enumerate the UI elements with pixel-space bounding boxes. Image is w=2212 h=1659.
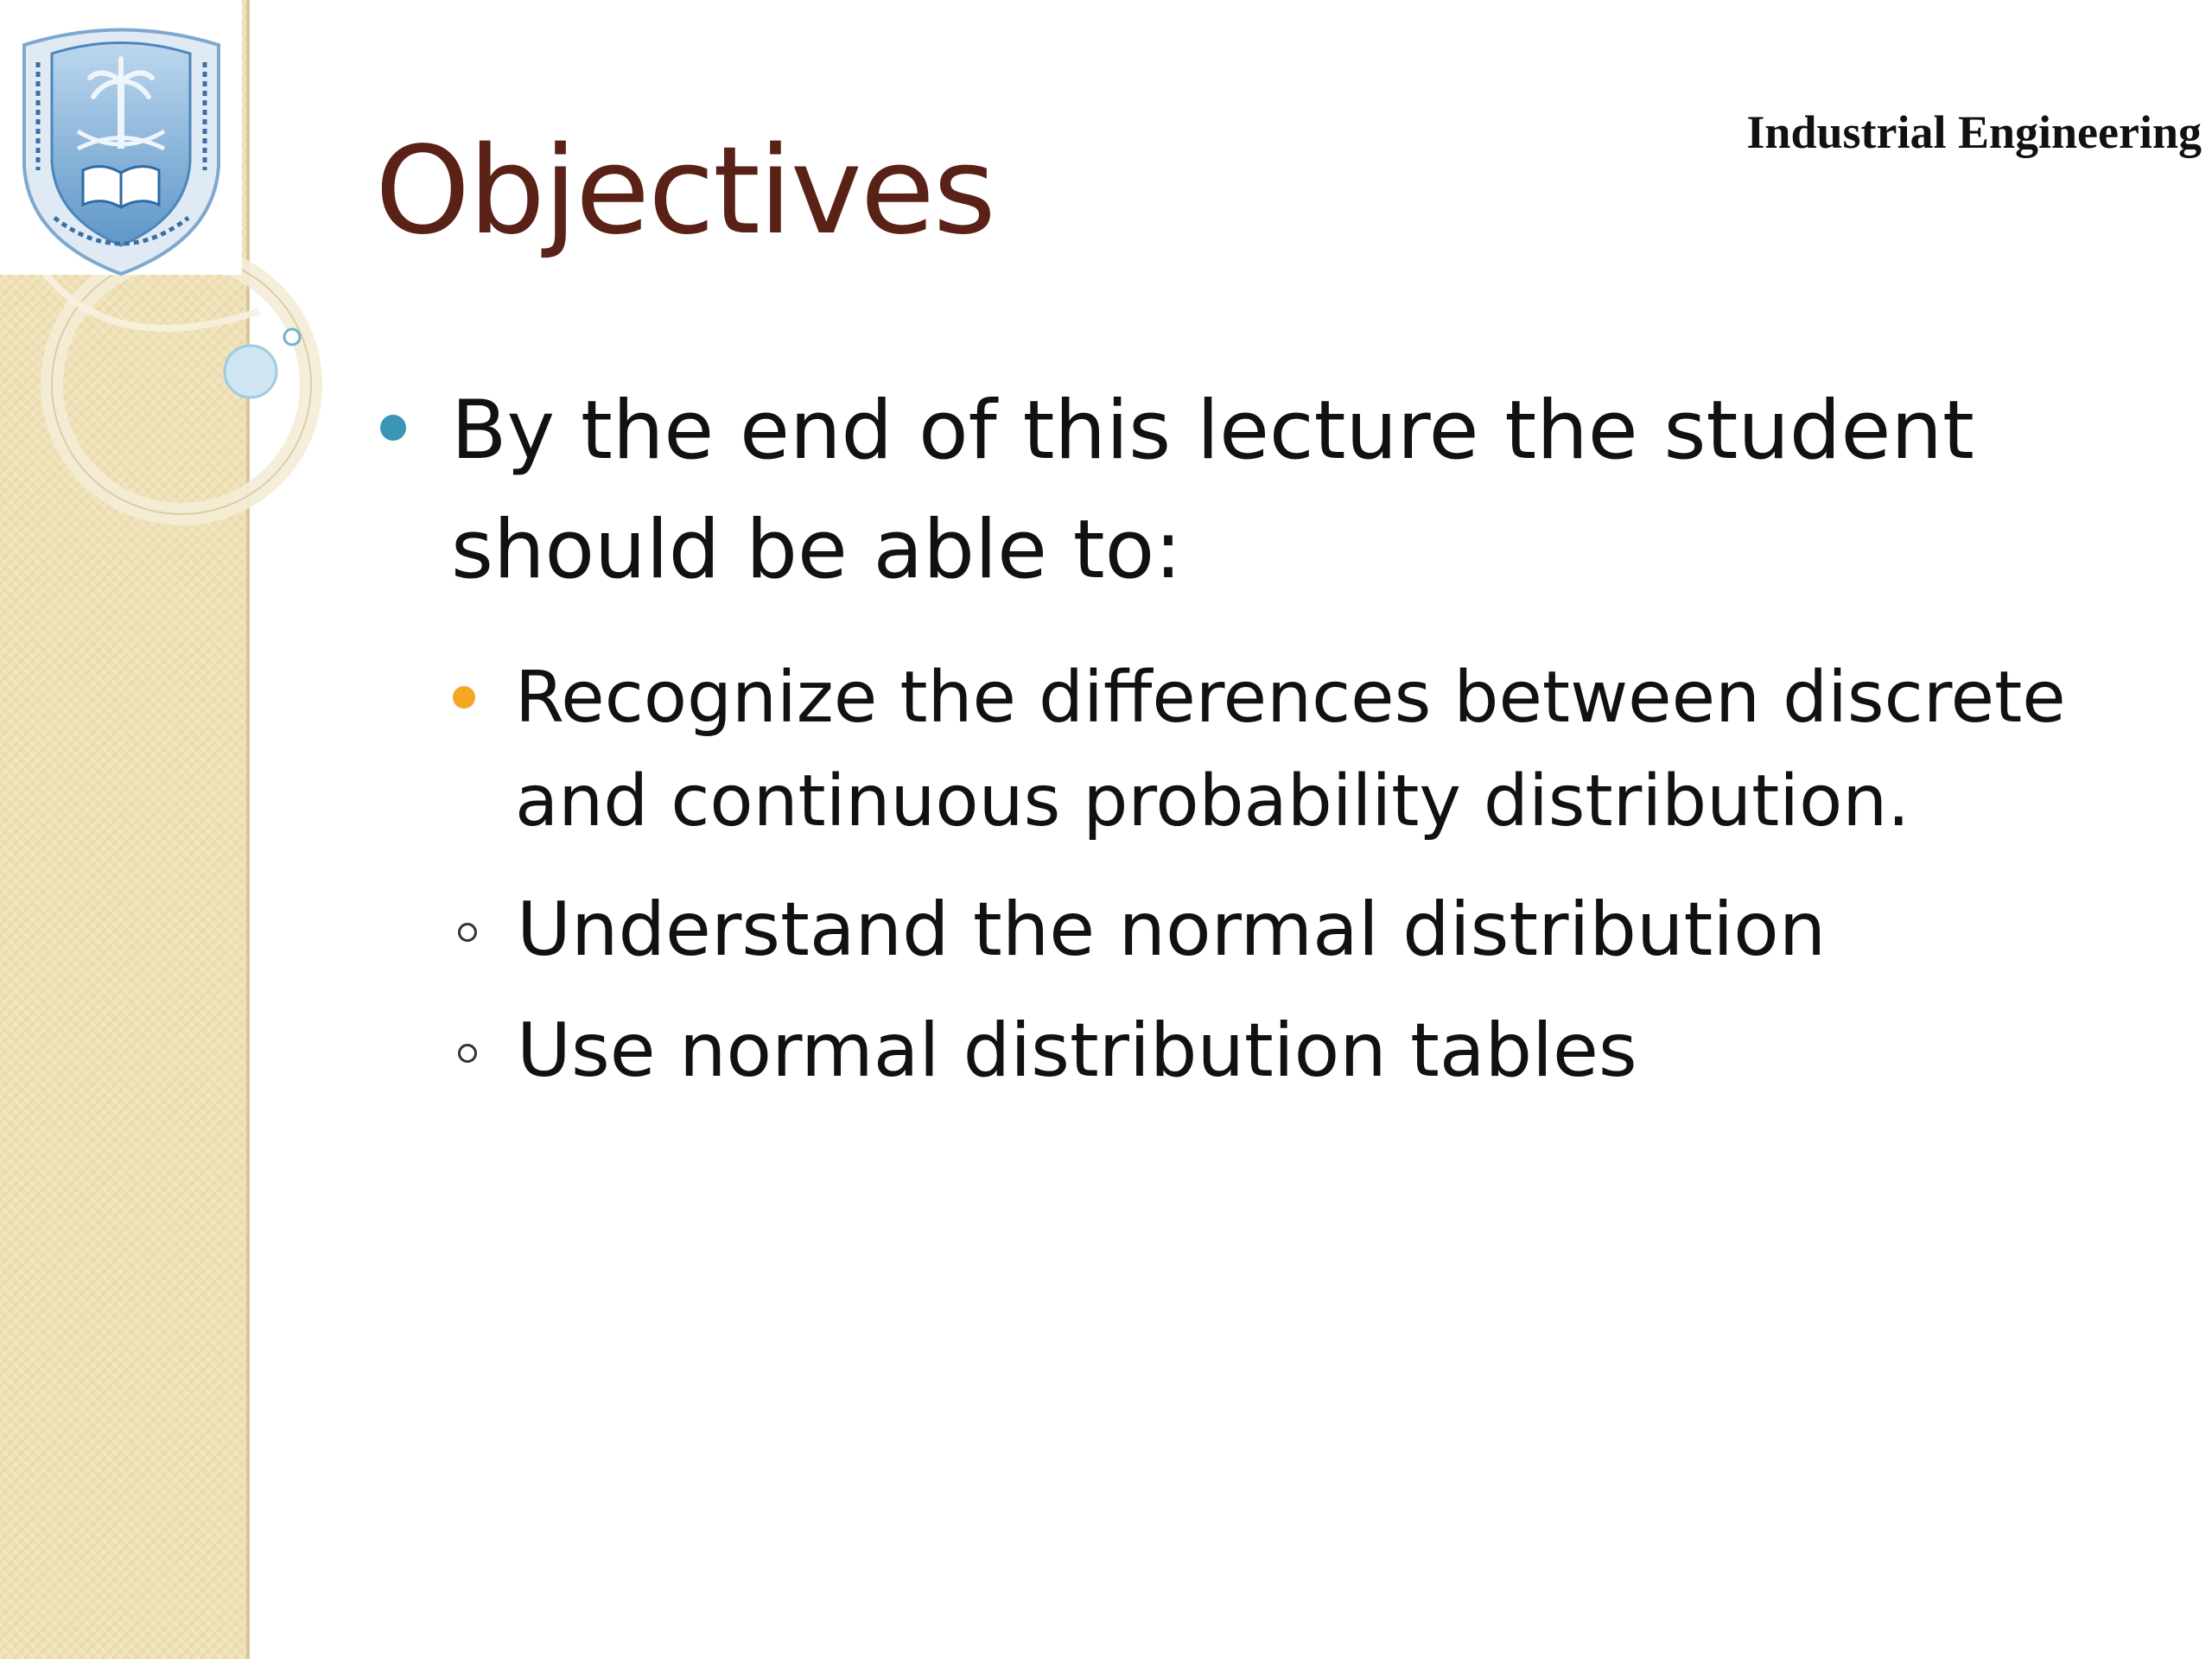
logo-container — [0, 0, 242, 275]
bullet-dot-icon — [380, 415, 406, 441]
sub-bullet-item — [453, 646, 2074, 854]
slide-title: Objectives — [375, 121, 995, 262]
slide-content — [380, 372, 2074, 1103]
department-label: Industrial Engineering — [1746, 106, 2202, 158]
main-bullet-item — [380, 372, 2074, 610]
bullet-ring-icon — [458, 1044, 477, 1063]
sub-bullet-text: Recognize the differences between discrete and continuous probability distribution. — [515, 657, 2066, 842]
sub-bullet-text: Use normal distribution tables — [517, 1007, 1637, 1094]
sub-bullet-text: Understand the normal distribution — [517, 887, 1827, 973]
sub-bullet-item — [458, 999, 2074, 1103]
sub-bullet-item — [458, 878, 2074, 982]
university-logo — [7, 19, 236, 278]
bullet-dot-icon — [453, 686, 475, 709]
main-bullet-text: By the end of this lecture the student should be able to: — [451, 384, 1974, 597]
bullet-ring-icon — [458, 923, 477, 942]
